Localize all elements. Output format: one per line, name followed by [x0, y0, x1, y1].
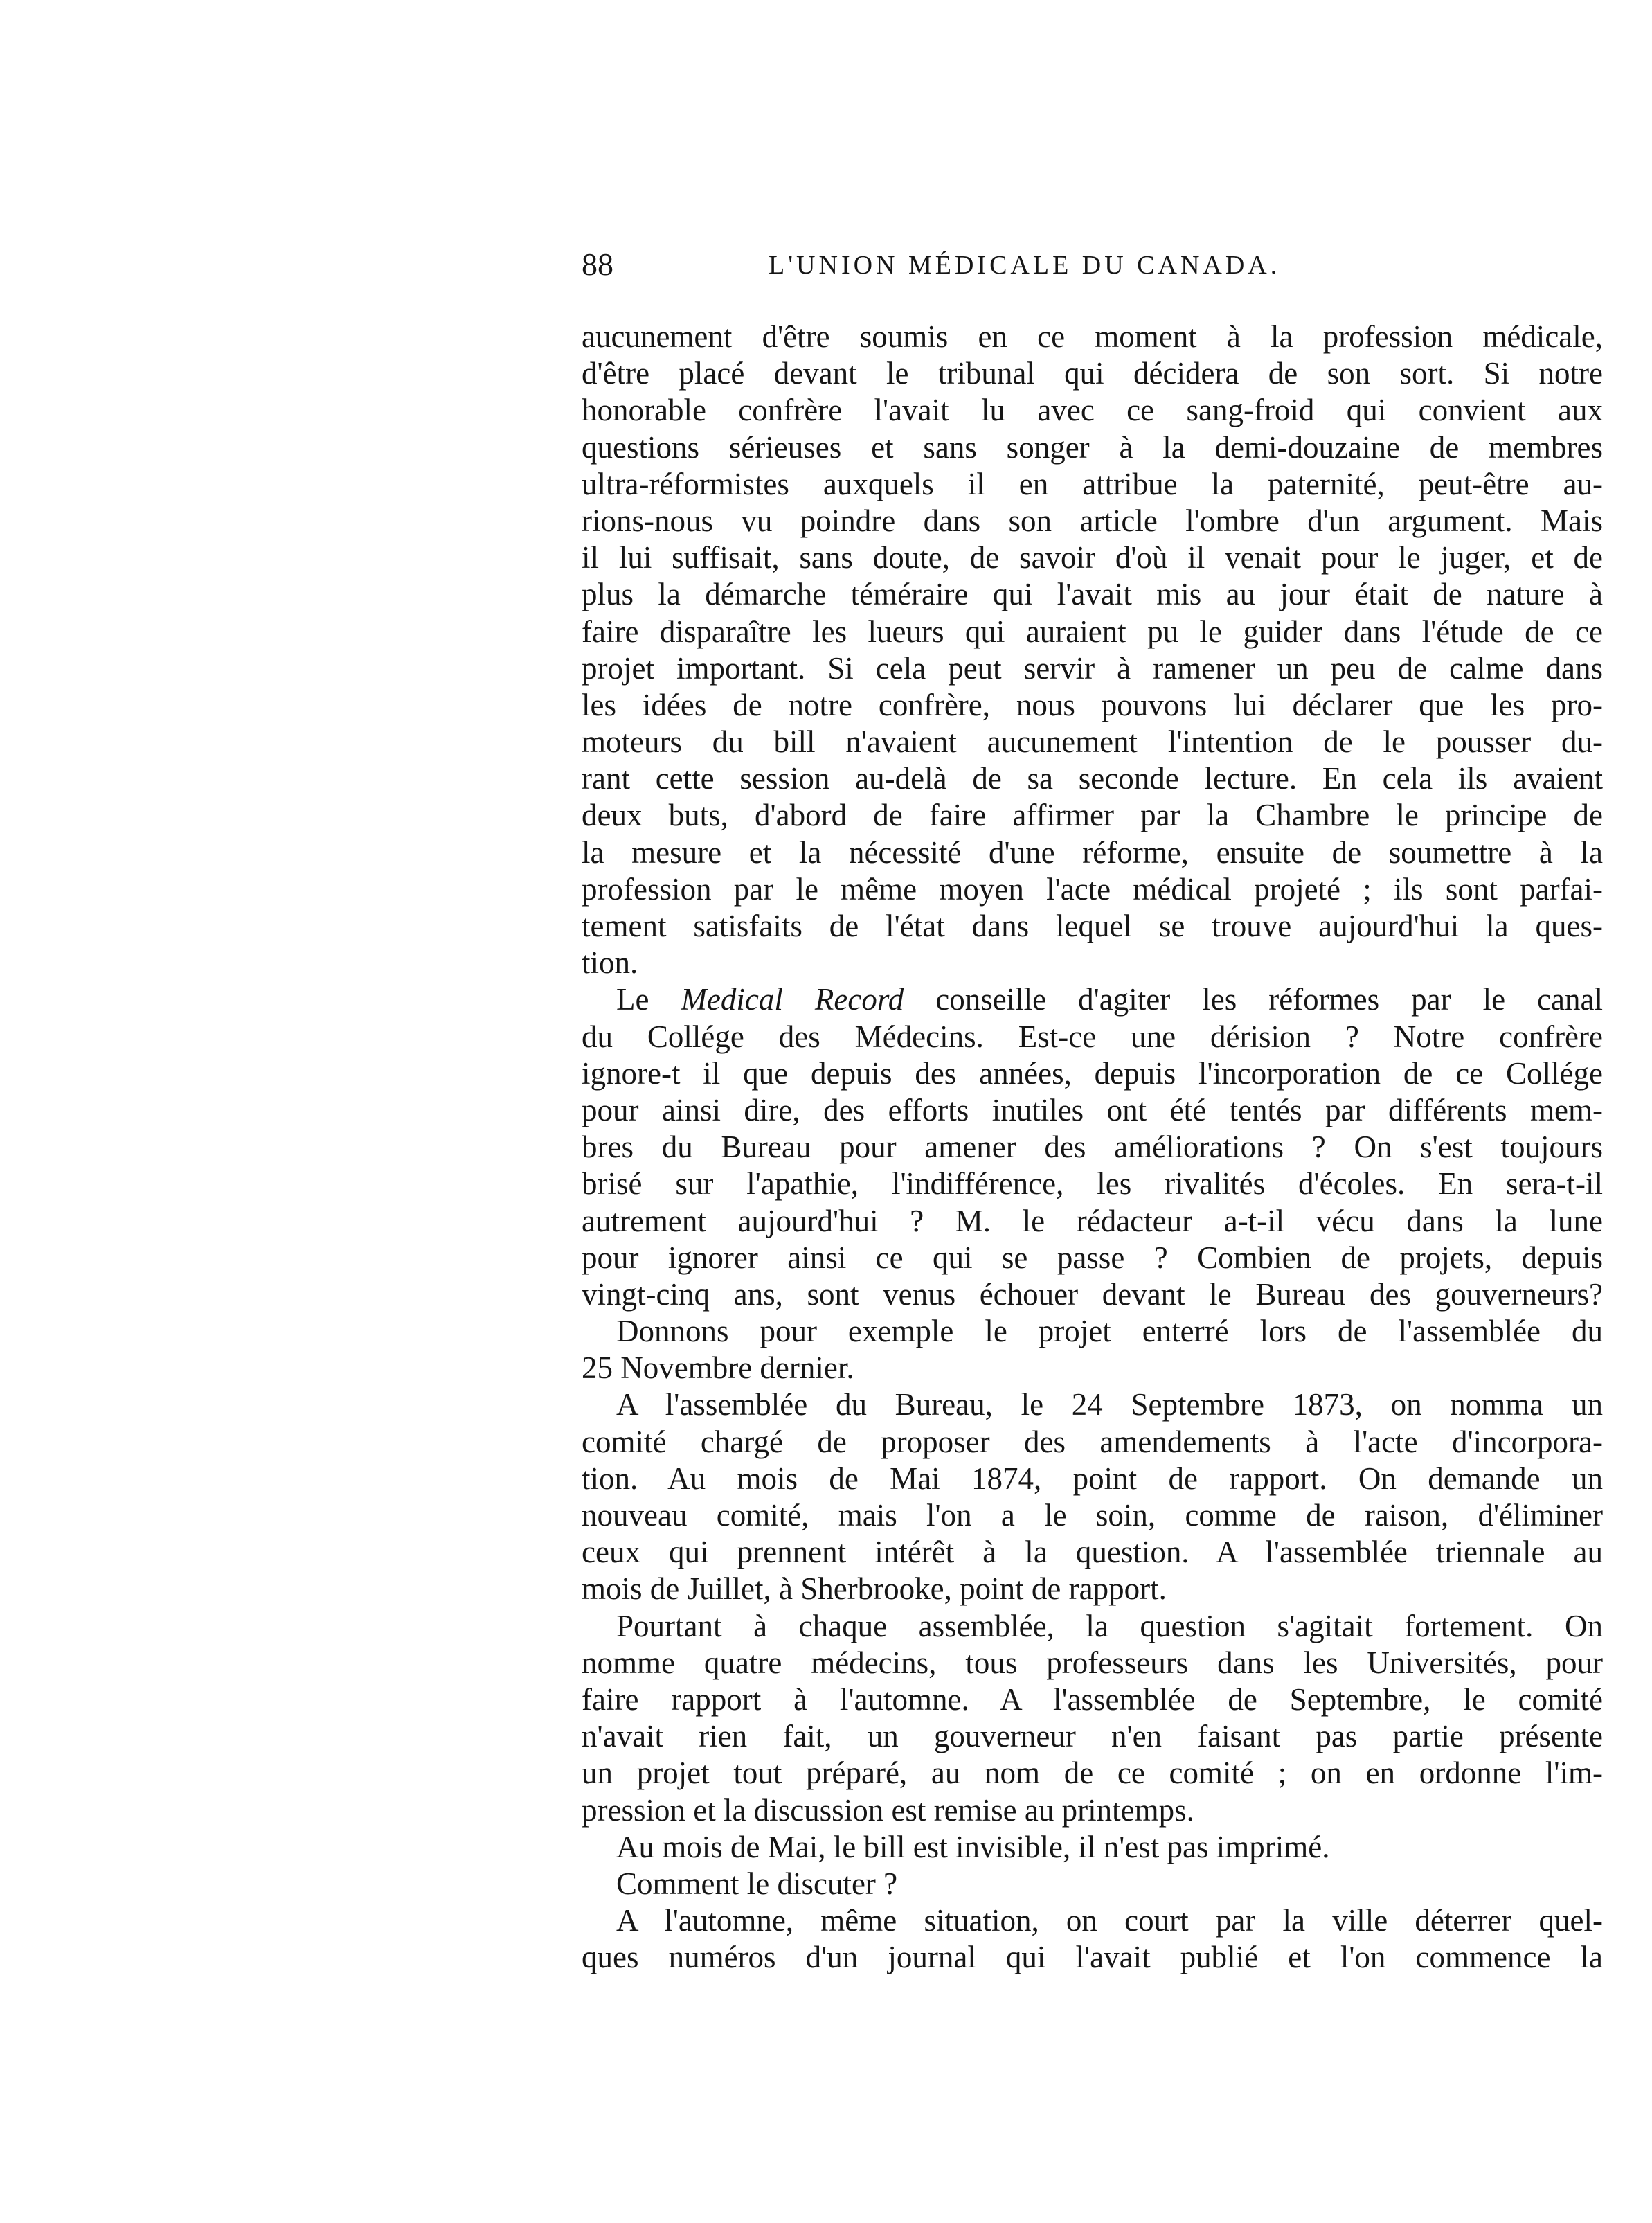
text-line: rant cette session au-delà de sa seconde lecture. En cela ils avaient: [582, 761, 1603, 796]
text-line: ceux qui prennent intérêt à la question. A l'assemblée triennale au: [582, 1535, 1603, 1570]
text-line: rions-nous vu poindre dans son article l'ombre d'un argument. Mais: [582, 503, 1603, 538]
text-line: moteurs du bill n'avaient aucunement l'intention de le pousser du-: [582, 724, 1603, 760]
text-line: ultra-réformistes auxquels il en attribue la paternité, peut-être au-: [582, 466, 1603, 501]
text-line: tion.: [582, 945, 638, 981]
text-line: projet important. Si cela peut servir à ramener un peu de calme dans: [582, 650, 1603, 686]
journal-name-italic: Medical Record: [681, 982, 904, 1017]
text-line: ignore-t il que depuis des années, depuis l'incorporation de ce Collége: [582, 1055, 1603, 1091]
text-line: 25 Novembre dernier.: [582, 1350, 854, 1386]
article-body: [582, 319, 1603, 1976]
text-line: la mesure et la nécessité d'une réforme, ensuite de soumettre à la: [582, 834, 1603, 870]
text-line: autrement aujourd'hui ? M. le rédacteur a-t-il vécu dans la lune: [582, 1203, 1603, 1238]
text-line: ques numéros d'un journal qui l'avait publié et l'on commence la: [582, 1940, 1603, 1975]
text-line: mois de Juillet, à Sherbrooke, point de rapport.: [582, 1571, 1167, 1607]
text-line: un projet tout préparé, au nom de ce comité ; on en ordonne l'im-: [582, 1756, 1603, 1791]
line-rest: conseille d'agiter les réformes par le canal: [935, 982, 1604, 1017]
text-line: tion. Au mois de Mai 1874, point de rapport. On demande un: [582, 1461, 1603, 1496]
text-line: vingt-cinq ans, sont venus échouer devant le Bureau des gouverneurs?: [582, 1276, 1603, 1312]
text-line: faire disparaître les lueurs qui auraient pu le guider dans l'étude de ce: [582, 614, 1603, 649]
text-line: n'avait rien fait, un gouverneur n'en faisant pas partie présente: [582, 1719, 1603, 1754]
running-title: L'UNION MÉDICALE DU CANADA.: [769, 251, 1281, 280]
text-line: pour ignorer ainsi ce qui se passe ? Combien de projets, depuis: [582, 1240, 1603, 1275]
text-line: nomme quatre médecins, tous professeurs dans les Universités, pour: [582, 1645, 1603, 1680]
text-line: Pourtant à chaque assemblée, la question s'agitait fortement. On: [616, 1608, 1603, 1643]
text-line: honorable confrère l'avait lu avec ce sang-froid qui convient aux: [582, 393, 1603, 428]
text-line-with-italic: [582, 981, 1603, 1018]
page-number: 88: [582, 247, 613, 282]
text-line: profession par le même moyen l'acte médical projeté ; ils sont parfai-: [582, 871, 1603, 907]
text-line: questions sérieuses et sans songer à la demi-douzaine de membres: [582, 429, 1603, 465]
text-line: du Collége des Médecins. Est-ce une dérision ? Notre confrère: [582, 1019, 1603, 1054]
text-line: pour ainsi dire, des efforts inutiles ont été tentés par différents mem-: [582, 1092, 1603, 1127]
text-line: Donnons pour exemple le projet enterré lors de l'assemblée du: [616, 1314, 1603, 1349]
text-line: d'être placé devant le tribunal qui décidera de son sort. Si notre: [582, 356, 1603, 391]
text-line: comité chargé de proposer des amendements à l'acte d'incorpora-: [582, 1424, 1603, 1459]
text-line: nouveau comité, mais l'on a le soin, comme de raison, d'éliminer: [582, 1498, 1603, 1533]
text-line: A l'automne, même situation, on court par la ville déterrer quel-: [616, 1903, 1603, 1938]
text-line: faire rapport à l'automne. A l'assemblée de Septembre, le comité: [582, 1681, 1603, 1717]
text-line: Comment le discuter ?: [616, 1866, 898, 1901]
text-line: deux buts, d'abord de faire affirmer par la Chambre le principe de: [582, 798, 1603, 833]
line-prefix: Le: [616, 982, 681, 1017]
text-line: tement satisfaits de l'état dans lequel se trouve aujourd'hui la ques-: [582, 909, 1603, 943]
text-line: les idées de notre confrère, nous pouvons lui déclarer que les pro-: [582, 687, 1603, 722]
text-line: bres du Bureau pour amener des améliorations ? On s'est toujours: [582, 1130, 1603, 1165]
text-line: brisé sur l'apathie, l'indifférence, les rivalités d'écoles. En sera-t-il: [582, 1166, 1603, 1202]
running-header: [582, 246, 1606, 294]
text-line: pression et la discussion est remise au printemps.: [582, 1792, 1194, 1828]
text-line: aucunement d'être soumis en ce moment à la profession médicale,: [582, 319, 1603, 354]
text-line: A l'assemblée du Bureau, le 24 Septembre 1873, on nomma un: [616, 1387, 1603, 1422]
text-line: Au mois de Mai, le bill est invisible, il n'est pas imprimé.: [616, 1829, 1330, 1864]
text-line: il lui suffisait, sans doute, de savoir d'où il venait pour le juger, et de: [582, 540, 1603, 575]
text-line: plus la démarche téméraire qui l'avait mis au jour était de nature à: [582, 577, 1603, 612]
